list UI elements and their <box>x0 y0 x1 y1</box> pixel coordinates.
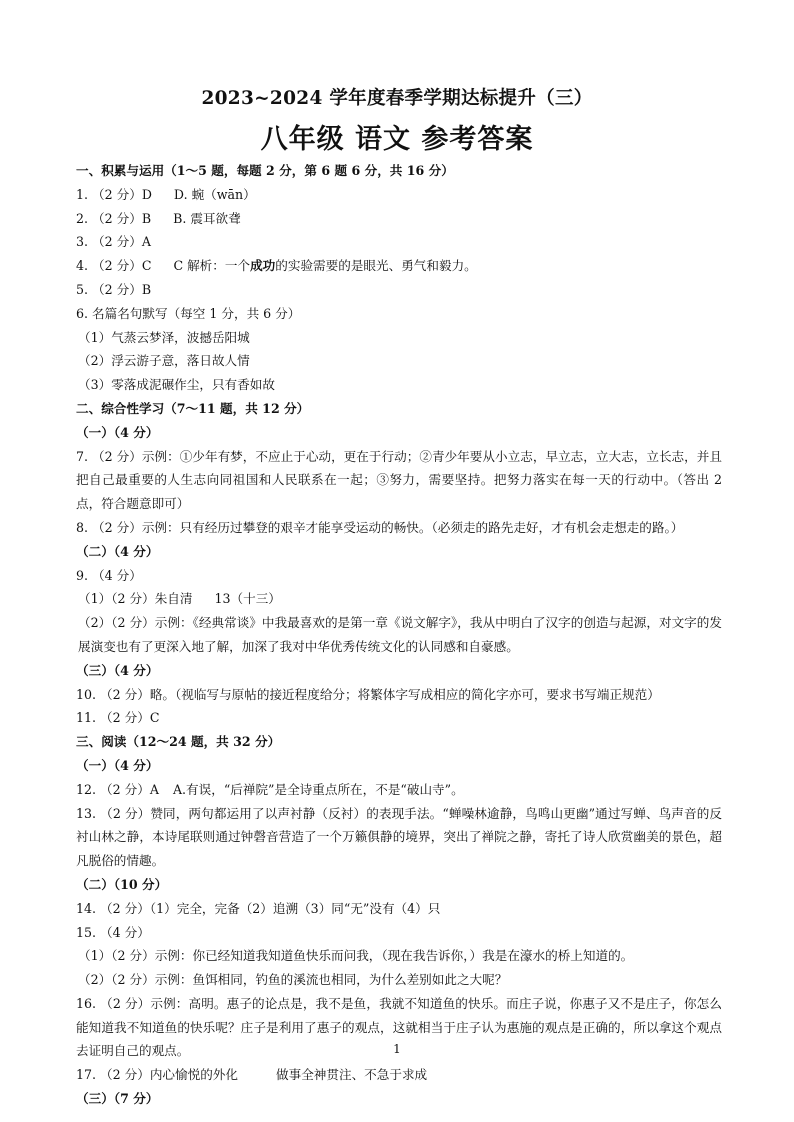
part-heading: （二）（4 分） <box>76 543 159 559</box>
part-heading: （三）（4 分） <box>76 662 159 678</box>
part-heading: （二）（10 分） <box>76 876 168 892</box>
q14-answer: 14. （2 分）（1）完全，完备（2）追溯（3）同“无”没有（4）只 <box>76 900 441 916</box>
q10-answer: 10. （2 分）略。（视临写与原帖的接近程度给分；将繁体字写成相应的简化字亦可，要求书写端正规范） <box>76 686 660 702</box>
q3-answer: 3. （2 分）A <box>76 234 151 250</box>
page-number: 1 <box>393 1042 401 1056</box>
q1-answer: 1. （2 分）D D. 蜿（wān） <box>76 186 256 202</box>
q8-answer: 8. （2 分）示例：只有经历过攀登的艰辛才能享受运动的畅快。（必须走的路先走好，才有机会走想走的路。） <box>76 519 684 535</box>
section-3-heading: 三、阅读（12～24 题，共 32 分） <box>76 734 281 750</box>
q7-answer: 7. （2 分）示例：①少年有梦，不应止于心动，更在于行动；②青少年要从小立志，早立志，立大志，立长志，并且把自己最重要的人生志向同祖国和人民联系在一起；③努力，需要坚持。把努力落实在每一天的行动中。（答出 2 点，符合题意即可） <box>76 448 722 512</box>
q9-heading: 9. （4 分） <box>76 567 142 583</box>
q6-item: （1）气蒸云梦泽，波撼岳阳城 <box>78 329 250 345</box>
q15-item-2: （2）（2 分）示例：鱼饵相同，钓鱼的溪流也相同，为什么差别如此之大呢？ <box>78 972 508 988</box>
q9-item-2: （2）（2 分）示例：《经典常谈》中我最喜欢的是第一章《说文解字》，我从中明白了汉字的创造与起源，对文字的发展演变也有了更深入地了解，加深了我对中华优秀传统文化的认同感和自豪感。 <box>78 615 722 654</box>
q5-answer: 5. （2 分）B <box>76 281 152 297</box>
section-2-heading: 二、综合性学习（7～11 题，共 12 分） <box>76 400 310 416</box>
q12-answer: 12. （2 分）A A.有误，“后禅院”是全诗重点所在，不是“破山寺”。 <box>76 781 464 797</box>
q13-answer: 13. （2 分）赞同，两句都运用了以声衬静（反衬）的表现手法。“蝉噪林逾静，鸟鸣山更幽”通过写蝉、鸟声音的反衬山林之静，本诗尾联则通过钟磬音营造了一个万籁俱静的境界，突出了禅院之静，寄托了诗人欣赏幽美的景色，超凡脱俗的情趣。 <box>76 805 722 869</box>
part-heading: （一）（4 分） <box>76 757 159 773</box>
q15-item-1: （1）（2 分）示例：你已经知道我知道鱼快乐而问我，（现在我告诉你，）我是在濠水的桥上知道的。 <box>78 948 634 964</box>
q15-heading: 15. （4 分） <box>76 924 150 940</box>
document-subtitle: 八年级 语文 参考答案 <box>260 124 534 155</box>
q4-answer: 4. （2 分）C C 解析：一个成功的实验需要的是眼光、勇气和毅力。 <box>76 258 477 274</box>
section-1-heading: 一、积累与运用（1～5 题，每题 2 分，第 6 题 6 分，共 16 分） <box>76 163 454 178</box>
q6-heading: 6. 名篇名句默写（每空 1 分，共 6 分） <box>76 305 301 321</box>
q6-item: （3）零落成泥碾作尘，只有香如故 <box>78 377 275 393</box>
part-heading: （一）（4 分） <box>76 424 159 440</box>
document-title: 2023~2024 学年度春季学期达标提升（三） <box>201 88 593 109</box>
q17-answer: 17. （2 分）内心愉悦的外化 做事全神贯注、不急于求成 <box>76 1067 428 1083</box>
q11-answer: 11. （2 分）C <box>76 710 160 726</box>
q2-answer: 2. （2 分）B B. 震耳欲聋 <box>76 210 241 226</box>
q16-answer: 16. （2 分）示例：高明。惠子的论点是，我不是鱼，我就不知道鱼的快乐。而庄子说，你惠子又不是庄子，你怎么能知道我不知道鱼的快乐呢？庄子是利用了惠子的观点，这就相当于庄子认为惠施的观点是正确的，所以拿这个观点去证明自己的观点。 <box>76 995 722 1059</box>
answer-body <box>76 159 722 1111</box>
q6-item: （2）浮云游子意，落日故人情 <box>78 353 250 369</box>
q9-item-1: （1）（2 分）朱自清 13（十三） <box>78 591 281 607</box>
part-heading: （三）（7 分） <box>76 1091 159 1107</box>
